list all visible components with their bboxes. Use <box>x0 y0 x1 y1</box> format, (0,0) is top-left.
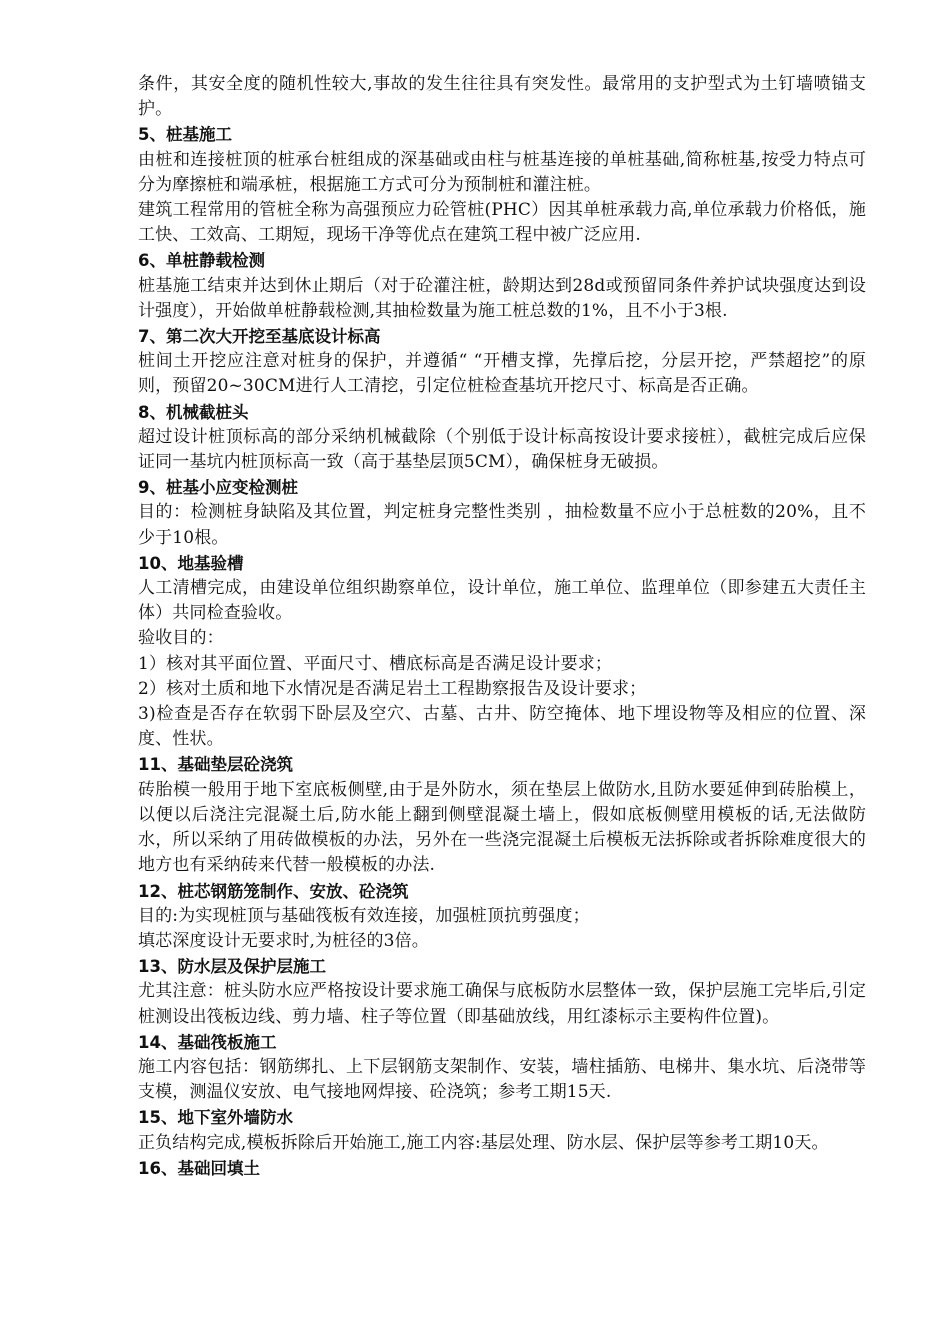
list-item: 3)检查是否存在软弱下卧层及空穴、古墓、古井、防空掩体、地下埋设物等及相应的位置、深度、性状。 <box>138 704 866 750</box>
list-item: 1）核对其平面位置、平面尺寸、槽底标高是否满足设计要求； <box>138 653 613 674</box>
paragraph: 桩基施工结束并达到休止期后（对于砼灌注桩，龄期达到28d或预留同条件养护试块强度达到设计强度），开始做单桩静载检测,其抽检数量为施工桩总数的1%，且不小于3根. <box>138 275 866 321</box>
section-heading: 16、基础回填土 <box>138 1158 260 1178</box>
paragraph: 目的:为实现桩顶与基础筏板有效连接，加强桩顶抗剪强度； <box>138 905 590 926</box>
paragraph: 超过设计桩顶标高的部分采纳机械截除（个别低于设计标高按设计要求接桩），截桩完成后应保证同一基坑内桩顶标高一致（高于基垫层顶5CM），确保桩身无破损。 <box>138 426 866 473</box>
paragraph: 施工内容包括：钢筋绑扎、上下层钢筋支架制作、安装，墙柱插筋、电梯井、集水坑、后浇带等支模，测温仪安放、电气接地网焊接、砼浇筑；参考工期15天. <box>138 1056 866 1103</box>
paragraph: 桩间土开挖应注意对桩身的保护，并遵循“ “开槽支撑，先撑后挖，分层开挖，严禁超挖”的原则，预留20~30CM进行人工清挖，引定位桩检查基坑开挖尺寸、标高是否正确。 <box>138 351 866 397</box>
section-heading: 13、防水层及保护层施工 <box>138 957 326 977</box>
section-heading: 6、单桩静载检测 <box>138 251 265 271</box>
section-heading: 5、桩基施工 <box>138 125 232 145</box>
section-heading: 14、基础筏板施工 <box>138 1032 277 1052</box>
section-heading: 11、基础垫层砼浇筑 <box>138 755 293 775</box>
paragraph: 验收目的： <box>138 628 224 649</box>
paragraph: 建筑工程常用的管桩全称为高强预应力砼管桩(PHC）因其单桩承载力高,单位承载力价格低，施工快、工效高、工期短，现场干净等优点在建筑工程中被广泛应用. <box>138 200 866 246</box>
paragraph: 目的：检测桩身缺陷及其位置，判定桩身完整性类别 ，抽检数量不应小于总桩数的20%，且不少于10根。 <box>138 502 866 548</box>
paragraph: 正负结构完成,模板拆除后开始施工,施工内容:基层处理、防水层、保护层等参考工期10天。 <box>138 1132 829 1153</box>
paragraph: 尤其注意：桩头防水应严格按设计要求施工确保与底板防水层整体一致，保护层施工完毕后,引定桩测设出筏板边线、剪力墙、柱子等位置（即基础放线，用红漆标示主要构件位置)。 <box>138 981 866 1027</box>
section-heading: 10、地基验槽 <box>138 553 244 573</box>
paragraph: 砖胎模一般用于地下室底板侧壁,由于是外防水，须在垫层上做防水,且防水要延伸到砖胎模上，以便以后浇注完混凝土后,防水能上翻到侧壁混凝土墙上，假如底板侧壁用模板的话,无法做防水，所以采纳了用砖做模板的办法，另外在一些浇完混凝土后模板无法拆除或者拆除难度很大的地方也有采纳砖来代替一般模板的办法. <box>138 779 866 876</box>
section-heading: 12、桩芯钢筋笼制作、安放、砼浇筑 <box>138 881 409 901</box>
paragraph: 人工清槽完成，由建设单位组织勘察单位，设计单位，施工单位、监理单位（即参建五大责任主体）共同检查验收。 <box>138 578 866 624</box>
section-heading: 15、地下室外墙防水 <box>138 1108 293 1128</box>
section-heading: 9、桩基小应变检测桩 <box>138 478 298 498</box>
paragraph: 填芯深度设计无要求时,为桩径的3倍。 <box>138 930 429 951</box>
section-heading: 7、第二次大开挖至基底设计标高 <box>138 327 381 347</box>
paragraph: 条件，其安全度的随机性较大,事故的发生往往具有突发性。最常用的支护型式为土钉墙喷锚支护。 <box>138 74 866 120</box>
section-heading: 8、机械截桩头 <box>138 402 249 422</box>
list-item: 2）核对土质和地下水情况是否满足岩土工程勘察报告及设计要求； <box>138 678 647 699</box>
paragraph: 由桩和连接桩顶的桩承台桩组成的深基础或由柱与桩基连接的单桩基础,简称桩基,按受力特点可分为摩擦桩和端承桩，根据施工方式可分为预制桩和灌注桩。 <box>138 149 866 195</box>
